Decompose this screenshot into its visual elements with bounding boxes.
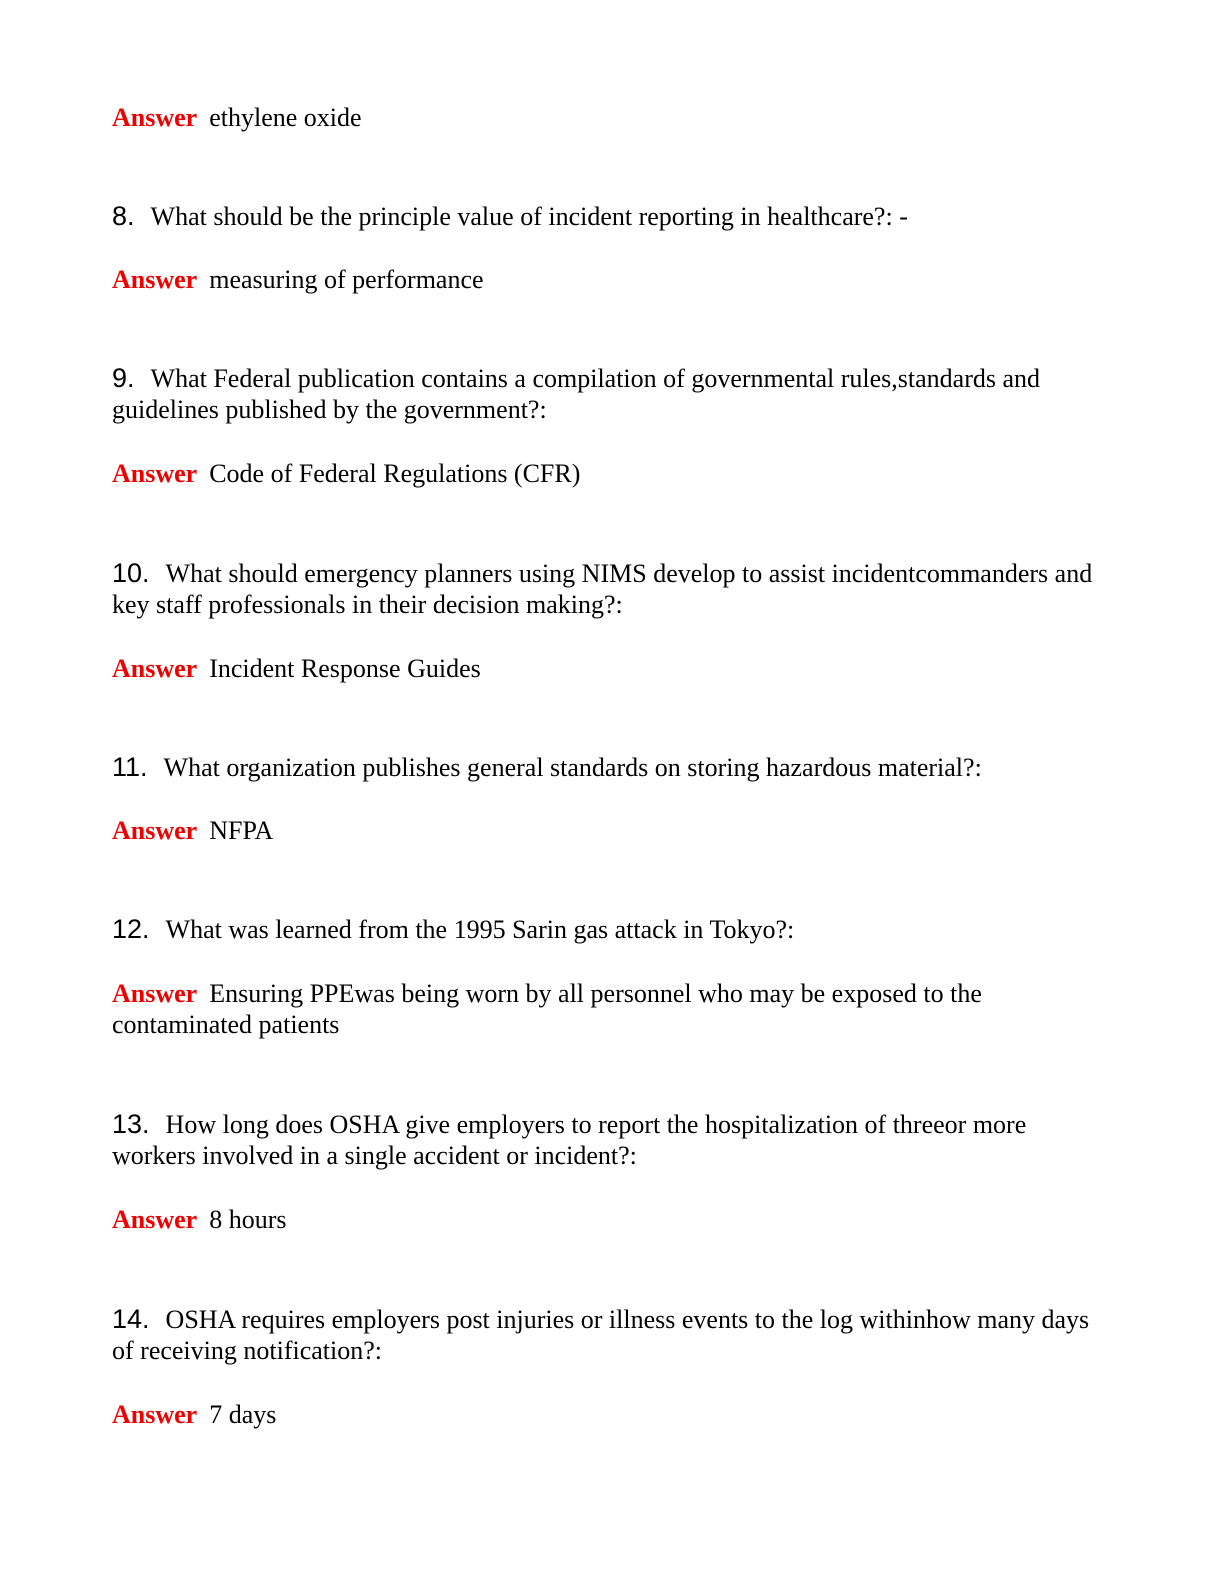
question-text: What should be the principle value of incident reporting in healthcare?: - (150, 202, 908, 231)
answer-10 (112, 653, 1112, 684)
answer-label: Answer (112, 979, 198, 1008)
question-number: 12. (112, 914, 150, 944)
answer-label: Answer (112, 654, 198, 683)
question-text: OSHA requires employers post injuries or illness events to the log withinhow many days of receiving notification?: (112, 1305, 1090, 1365)
answer-prev (112, 102, 1112, 133)
question-14 (112, 1304, 1112, 1366)
answer-13 (112, 1204, 1112, 1235)
answer-11 (112, 815, 1112, 846)
question-number: 11. (112, 752, 148, 782)
question-number: 8. (112, 201, 135, 231)
question-11 (112, 752, 1112, 783)
answer-text: 8 hours (209, 1205, 287, 1234)
answer-text: 7 days (209, 1400, 277, 1429)
question-9 (112, 363, 1112, 425)
question-text: How long does OSHA give employers to report the hospitalization of threeor more workers involved in a single accident or incident?: (112, 1110, 1027, 1170)
question-12 (112, 914, 1112, 945)
answer-8 (112, 264, 1112, 295)
question-text: What was learned from the 1995 Sarin gas attack in Tokyo?: (165, 915, 795, 944)
answer-text: Ensuring PPEwas being worn by all personnel who may be exposed to the contaminated patients (112, 979, 982, 1039)
question-text: What should emergency planners using NIMS develop to assist incidentcommanders and key staff professionals in their decision making?: (112, 559, 1093, 619)
answer-label: Answer (112, 103, 198, 132)
answer-label: Answer (112, 816, 198, 845)
answer-label: Answer (112, 1205, 198, 1234)
question-number: 14. (112, 1304, 150, 1334)
answer-text: NFPA (209, 816, 274, 845)
question-number: 9. (112, 363, 135, 393)
answer-label: Answer (112, 1400, 198, 1429)
question-number: 13. (112, 1109, 150, 1139)
question-text: What Federal publication contains a compilation of governmental rules,standards and guidelines published by the government?: (112, 364, 1041, 424)
question-13 (112, 1109, 1112, 1171)
answer-text: Incident Response Guides (209, 654, 481, 683)
answer-label: Answer (112, 459, 198, 488)
question-8 (112, 201, 1112, 232)
answer-label: Answer (112, 265, 198, 294)
answer-14 (112, 1399, 1112, 1430)
answer-text: measuring of performance (209, 265, 484, 294)
answer-9 (112, 458, 1112, 489)
question-text: What organization publishes general standards on storing hazardous material?: (163, 753, 982, 782)
question-number: 10. (112, 558, 150, 588)
answer-text: Code of Federal Regulations (CFR) (209, 459, 581, 488)
answer-text: ethylene oxide (209, 103, 362, 132)
question-10 (112, 558, 1112, 620)
answer-12 (112, 978, 1112, 1040)
